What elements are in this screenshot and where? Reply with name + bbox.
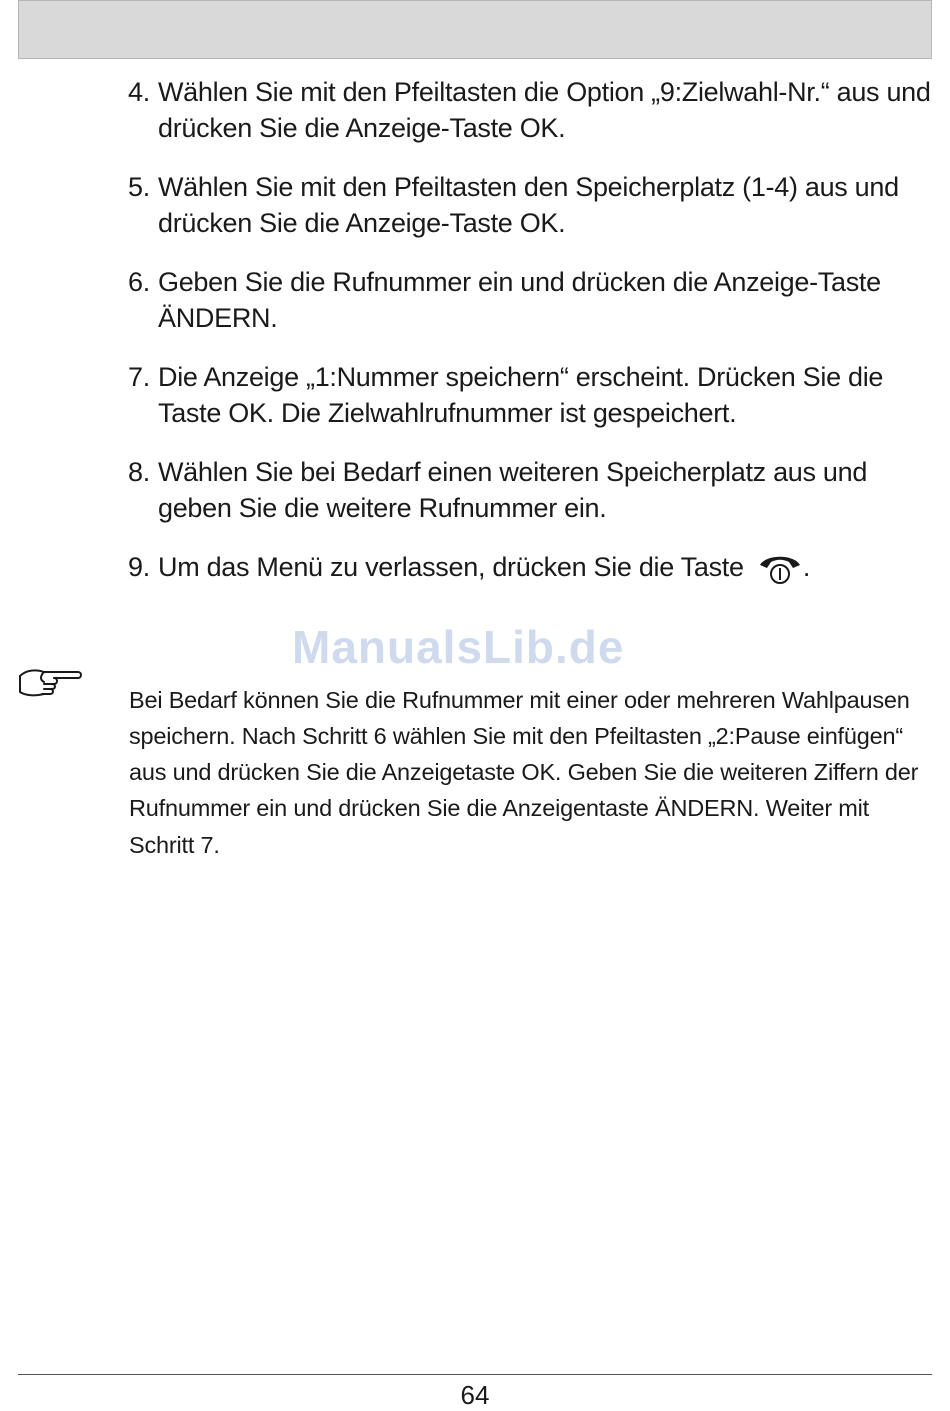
note-text: Bei Bedarf können Sie die Rufnummer mit einer oder mehreren Wahlpausen speichern. Nach Schritt 6 wählen Sie mit den Pfeiltasten „2:Pause einfügen“ aus und drücken Sie die Anzeigetaste OK. Geben Sie die weiteren Ziffern der Rufnummer ein und drücken Sie die Anzeigentaste ÄNDERN. Weiter mit Schritt 7. — [129, 686, 919, 858]
step-text: Wählen Sie mit den Pfeiltasten die Option „9:Zielwahl-Nr.“ aus und drücken Sie die Anzeige-Taste OK. — [158, 77, 931, 143]
step-item — [128, 549, 934, 595]
step-text: Geben Sie die Rufnummer ein und drücken die Anzeige-Taste ÄNDERN. — [158, 267, 881, 333]
step-text: Um das Menü zu verlassen, drücken Sie die Taste — [158, 552, 744, 582]
step-number: 6. — [128, 267, 150, 297]
step-number: 9. — [128, 552, 150, 582]
step-number: 4. — [128, 77, 150, 107]
step-number: 8. — [128, 457, 150, 487]
footer-rule — [18, 1374, 932, 1375]
step-text: Die Anzeige „1:Nummer speichern“ erscheint. Drücken Sie die Taste OK. Die Zielwahlrufnummer ist gespeichert. — [158, 362, 884, 428]
step-item — [128, 264, 934, 336]
pointing-hand-icon — [18, 666, 84, 703]
step-item — [128, 359, 934, 431]
watermark: ManualsLib.de — [292, 621, 625, 673]
phone-end-key-icon — [757, 552, 803, 595]
step-text: Wählen Sie mit den Pfeiltasten den Speicherplatz (1-4) aus und drücken Sie die Anzeige-Taste OK. — [158, 172, 899, 238]
step-number: 5. — [128, 172, 150, 202]
step-item — [128, 169, 934, 241]
page-number: 64 — [460, 1380, 490, 1410]
step-item — [128, 74, 934, 146]
steps-list — [128, 74, 934, 618]
step-suffix: . — [802, 552, 811, 582]
step-text: Wählen Sie bei Bedarf einen weiteren Speicherplatz aus und geben Sie die weitere Rufnummer ein. — [158, 457, 868, 523]
step-item — [128, 454, 934, 526]
header-bar — [18, 0, 932, 59]
step-number: 7. — [128, 362, 150, 392]
